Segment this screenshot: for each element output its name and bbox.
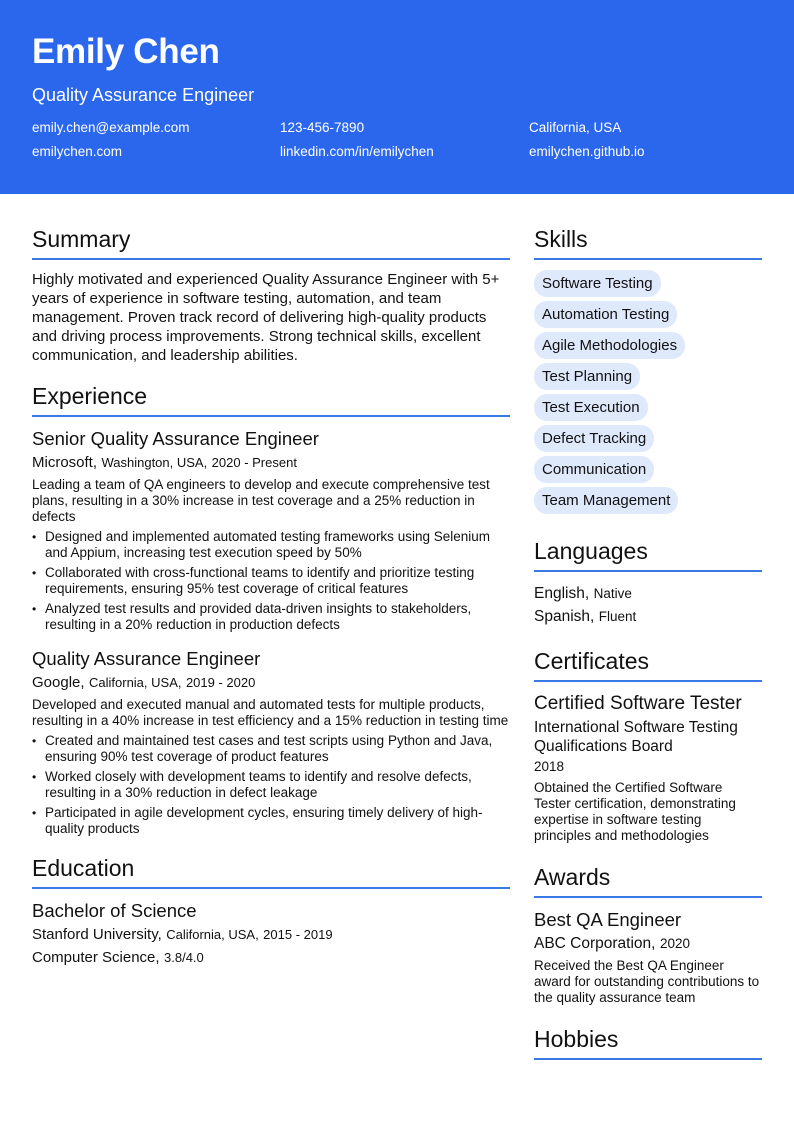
school-location: California, USA,: [166, 927, 259, 942]
certificate-issuer: International Software Testing Qualifications Board: [534, 719, 738, 755]
job-entry: [32, 647, 510, 837]
section-divider: [32, 258, 510, 260]
language-item: [534, 582, 762, 605]
skill-chip: Communication: [534, 456, 654, 483]
section-divider: [534, 258, 762, 260]
language-item: [534, 605, 762, 628]
company-name: Google,: [32, 674, 85, 691]
section-divider: [32, 415, 510, 417]
certificate-name: Certified Software Tester: [534, 693, 742, 714]
awards-section: [534, 860, 762, 1006]
company-name: Microsoft,: [32, 454, 98, 471]
section-title: Awards: [534, 864, 611, 890]
contact-website[interactable]: emilychen.com: [32, 144, 123, 159]
contact-github[interactable]: emilychen.github.io: [529, 144, 645, 159]
skill-chip: Automation Testing: [534, 301, 677, 328]
summary-section: [32, 222, 510, 365]
job-description: Leading a team of QA engineers to develop and execute comprehensive test plans, resulting in a 30% increase in test coverage and a 25% reduction in defects: [32, 477, 490, 524]
education-section: [32, 851, 510, 969]
section-divider: [534, 680, 762, 682]
job-dates: 2020 - Present: [211, 455, 297, 470]
skill-chip: Test Planning: [534, 363, 640, 390]
certificates-section: [534, 644, 762, 844]
language-name: Spanish,: [534, 608, 595, 625]
job-dates: 2019 - 2020: [185, 675, 256, 690]
language-level: Fluent: [598, 609, 637, 624]
award-description: Received the Best QA Engineer award for outstanding contributions to the quality assurance team: [534, 958, 760, 1005]
candidate-name: Emily Chen: [32, 32, 220, 71]
job-meta: [32, 672, 510, 694]
list-item: • Participated in agile development cycles, ensuring timely delivery of high-quality products: [32, 805, 510, 837]
education-major: [32, 947, 510, 969]
skill-chip: Software Testing: [534, 270, 661, 297]
contact-phone[interactable]: 123-456-7890: [280, 120, 365, 135]
section-title: Certificates: [534, 648, 650, 674]
section-divider: [534, 1058, 762, 1060]
certificate-description: Obtained the Certified Software Tester certification, demonstrating expertise in software testing principles and methodologies: [534, 780, 736, 843]
summary-text: Highly motivated and experienced Quality Assurance Engineer with 5+ years of experience in software testing, automation, and team management. Proven track record of delivering high-quality products and driving process improvements. Strong technical skills, excellent communication, and leadership abilities.: [32, 271, 500, 364]
gpa-value: 3.8/4.0: [164, 950, 204, 965]
school-name: Stanford University,: [32, 926, 162, 943]
contact-location: California, USA: [529, 120, 622, 135]
job-title: Senior Quality Assurance Engineer: [32, 428, 319, 449]
job-entry: [32, 427, 510, 633]
section-title: Hobbies: [534, 1026, 619, 1052]
award-year: 2020: [659, 936, 690, 951]
experience-section: [32, 379, 510, 837]
list-item: • Collaborated with cross-functional teams to identify and prioritize testing requirements, ensuring 95% test coverage of critical features: [32, 565, 510, 597]
major-name: Computer Science,: [32, 949, 160, 966]
list-item: • Created and maintained test cases and test scripts using Python and Java, ensuring 90% test coverage of product features: [32, 733, 510, 765]
languages-section: [534, 534, 762, 628]
skill-chip: Test Execution: [534, 394, 648, 421]
skill-chip: Defect Tracking: [534, 425, 654, 452]
section-divider: [32, 887, 510, 889]
job-title: Quality Assurance Engineer: [32, 648, 261, 669]
education-meta: [32, 924, 510, 946]
job-location: California, USA,: [89, 675, 182, 690]
certificate-year: 2018: [534, 759, 565, 774]
section-title: Skills: [534, 226, 588, 252]
award-name: Best QA Engineer: [534, 909, 682, 930]
language-level: Native: [593, 586, 632, 601]
job-bullets: [32, 529, 510, 633]
job-description: Developed and executed manual and automated tests for multiple products, resulting in a 40% increase in test efficiency and a 15% reduction in testing time: [32, 697, 509, 728]
side-column: [534, 222, 762, 1070]
job-bullets: [32, 733, 510, 837]
main-column: [32, 222, 510, 969]
section-title: Education: [32, 855, 135, 881]
contact-list: [32, 120, 762, 160]
degree-title: Bachelor of Science: [32, 900, 197, 921]
section-divider: [534, 896, 762, 898]
skill-chip: Agile Methodologies: [534, 332, 685, 359]
skill-list: [534, 270, 762, 518]
candidate-role: Quality Assurance Engineer: [32, 85, 255, 105]
contact-email[interactable]: emily.chen@example.com: [32, 120, 190, 135]
language-name: English,: [534, 585, 590, 602]
list-item: • Analyzed test results and provided data-driven insights to stakeholders, resulting in a 20% reduction in production defects: [32, 601, 510, 633]
education-dates: 2015 - 2019: [263, 927, 333, 942]
section-divider: [534, 570, 762, 572]
hobbies-section: [534, 1022, 762, 1060]
job-location: Washington, USA,: [101, 455, 208, 470]
award-org: ABC Corporation,: [534, 935, 656, 952]
section-title: Experience: [32, 383, 148, 409]
section-title: Languages: [534, 538, 648, 564]
contact-linkedin[interactable]: linkedin.com/in/emilychen: [280, 144, 434, 159]
resume-header: [0, 0, 794, 194]
list-item: • Worked closely with development teams to identify and resolve defects, resulting in a 30% reduction in defect leakage: [32, 769, 510, 801]
skill-chip: Team Management: [534, 487, 678, 514]
list-item: • Designed and implemented automated testing frameworks using Selenium and Appium, increasing test execution speed by 50%: [32, 529, 510, 561]
section-title: Summary: [32, 226, 131, 252]
skills-section: [534, 222, 762, 518]
award-meta: [534, 933, 762, 955]
job-meta: [32, 452, 510, 474]
